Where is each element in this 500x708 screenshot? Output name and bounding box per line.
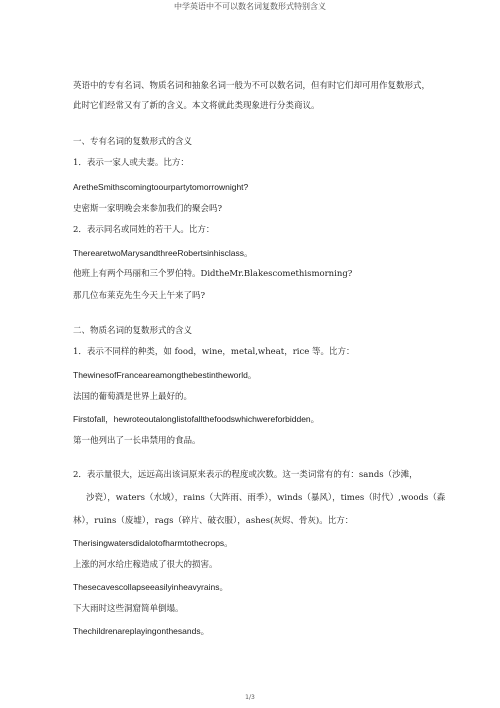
item-2-same-name: 2．表示同名或同姓的若干人。比方： [73,225,215,235]
example-chinese-5: 第一他列出了一长串禁用的食品。 [73,436,201,446]
example-english-7: Thechildrenareplayingonthesands。 [73,626,210,636]
page-number: 1/3 [245,694,255,701]
item-2-large-amount-line-2: 沙瓷），waters（水域），rains（大阵雨、雨季），winds（暴风），times（时代）,woods（森 [86,493,446,503]
example-chinese-3: 那几位布莱克先生今天上午来了吗? [73,291,206,301]
example-chinese-2: 他班上有两个玛丽和三个罗伯特。DidtheMr.Blakescomethismorning? [73,269,353,279]
example-chinese-4: 法国的葡萄酒是世界上最好的。 [73,392,193,402]
page-header-title: 中学英语中不可以数名词复数形式特别含义 [174,2,326,11]
item-1-types: 1．表示不同样的种类，如 food，wine，metal,wheat，rice 等。比方： [73,347,355,357]
example-english-1: AretheSmithscomingtoourpartytomorrownight? [73,182,249,192]
example-english-3: ThewinesofFranceareamongthebestintheworld。 [73,370,257,380]
intro-line-1: 英语中的专有名词、物质名词和抽象名词一般为不可以数名词，但有时它们却可用作复数形式， [73,81,431,91]
example-english-4: Firstofall，hewroteoutalonglistofallthefoodswhichwereforbidden。 [73,414,320,424]
example-english-5: Therisingwatersdidalotofharmtothecrops。 [73,538,233,548]
example-chinese-1: 史密斯一家明晚会来参加我们的聚会吗? [73,204,223,214]
example-chinese-6: 上涨的河水给庄稼造成了很大的损害。 [73,560,218,570]
intro-line-2: 此时它们经常又有了新的含义。本文将就此类现象进行分类商议。 [73,101,320,111]
example-english-6: Thesecavescollapseeasilyinheavyrains。 [73,582,228,592]
item-2-large-amount-line-1: 2．表示量很大，远远高出该词原来表示的程度或次数。这一类词常有的有：sands（沙滩， [73,470,418,480]
item-2-large-amount-line-3: 林），ruins（废墟），rags（碎片、破衣服），ashes(灰烬、骨灰)。比方： [73,516,354,526]
section-heading-material-nouns: 二、物质名词的复数形式的含义 [73,326,193,336]
item-1-family: 1．表示一家人或夫妻。比方： [73,158,189,168]
example-english-2: TherearetwoMarysandthreeRobertsinhisclass。 [73,248,253,258]
example-chinese-7: 下大雨时这些洞窟简单倒塌。 [73,604,184,614]
section-heading-proper-nouns: 一、专有名词的复数形式的含义 [73,137,193,147]
